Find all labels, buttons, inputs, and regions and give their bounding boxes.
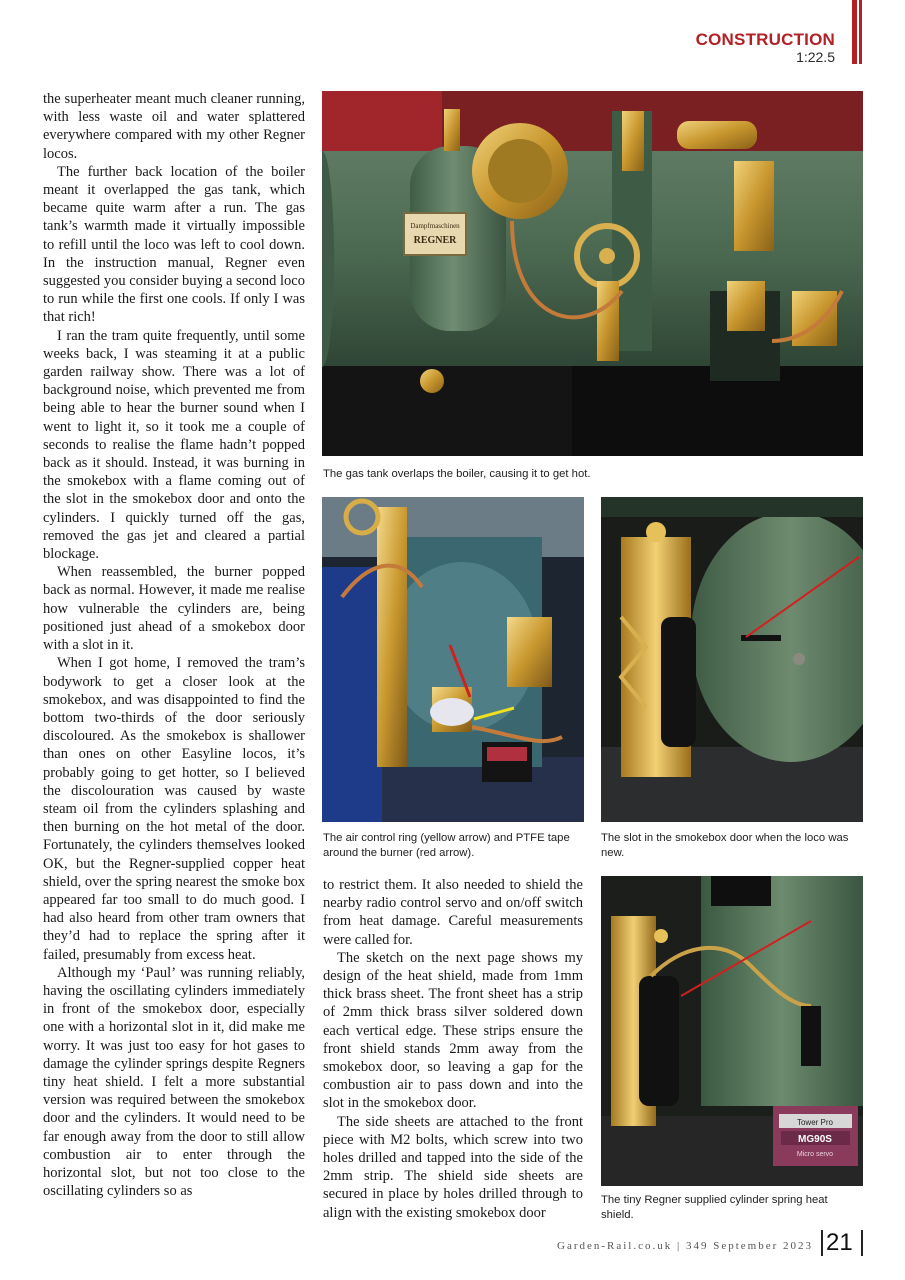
servo-label-text: Tower Pro <box>796 1118 834 1127</box>
paragraph: I ran the tram quite frequently, until some weeks back, I was steaming it at a public garden railway show. There was a lot of background noise, which prevented me from being able to hear the burner sound when I went to light it, so it took me a couple of seconds to realise the flame hadn’t popped back as it should. Instead, it was burning in the smokebox with a flame coming out of the slot in the smokebox door and onto the cylinders. I quickly turned off the gas, removed the gas jet and cleared a partial blockage. <box>43 327 305 563</box>
photo-smokebox-slot <box>601 497 863 822</box>
paragraph: When I got home, I removed the tram’s bodywork to get a closer look at the smokebox, and was disappointed to find the bottom two-thirds of the door seriously discoloured. As the smokebox is shallower than ones on other Easyline locos, it’s probably going to get hotter, so I believed the discolouration was caused by waste steam oil from the cylinders splashing and then burning on the hot metal of the door. Fortunately, the cylinders themselves looked OK, but the Regner-supplied copper heat shield, over the spring nearest the smoke box appeared far too small to do much good. I had also heard from other tram owners that they’d had to replace the spring after it failed, presumably from excess heat. <box>43 655 305 963</box>
paragraph: The side sheets are attached to the front piece with M2 bolts, which screw into two holes drilled and tapped into the side of the 2mm strip. The shield side sheets are secured in place by holes drilled through to align with the existing smokebox door <box>323 1113 583 1221</box>
servo-label-text: MG90S <box>798 1134 832 1145</box>
page-number: 21 <box>826 1229 853 1256</box>
footer-rule <box>861 1230 863 1256</box>
paragraph: Although my ‘Paul’ was running reliably, having the oscillating cylinders immediately in front of the smokebox door, especially one with a horizontal slot in it, did make me worry. It was just too easy for hot gases to damage the cylinder springs despite Regners tiny heat shield. I felt a more substantial version was required between the smokebox door and the cylinders. It would need to be far enough away from the door to still allow combustion air to enter through the horizontal slot, but not too close to the oscillating cylinders so as <box>43 964 305 1200</box>
photo-air-control-ring <box>322 497 584 822</box>
section-tag <box>696 30 835 64</box>
paragraph: The sketch on the next page shows my design of the heat shield, made from 1mm thick brass sheet. The front sheet has a strip of 2mm thick brass silver soldered down each vertical edge. These strips ensure the front shield stands 2mm away from the smokebox door, so leaving a gap for the combustion air to pass down and into the slot in the smokebox door. <box>323 949 583 1112</box>
header-rule <box>859 0 862 64</box>
footer-rule <box>821 1230 823 1256</box>
photo-caption: The air control ring (yellow arrow) and PTFE tape around the burner (red arrow). <box>323 832 570 859</box>
paragraph: When reassembled, the burner popped back as normal. However, it made me realise how vulnerable the cylinders are, being positioned just ahead of a smokebox door with a slot in it. <box>43 564 305 654</box>
photo-caption: The tiny Regner supplied cylinder spring heat shield. <box>601 1194 828 1221</box>
paragraph: The further back location of the boiler meant it overlapped the gas tank, which became quite warm after a run. The gas tank’s warmth made it virtually impossible to refill until the loco was left to cool down. In the instruction manual, Regner even suggested you consider buying a second loco to run while the first one cools. If only I was that rich! <box>43 163 305 326</box>
section-title: CONSTRUCTION <box>695 30 835 49</box>
tank-label-text: REGNER <box>413 235 457 246</box>
tank-label-text: Dampfmaschinen <box>410 222 460 230</box>
article-column-2 <box>323 876 583 1222</box>
article-column-1 <box>43 90 305 1200</box>
photo-caption: The gas tank overlaps the boiler, causing it to get hot. <box>323 468 591 480</box>
paragraph: the superheater meant much cleaner running, with less waste oil and water splattered everywhere compared with my other Regner locos. <box>43 91 305 162</box>
footer-publication: Garden-Rail.co.uk | 349 September 2023 <box>557 1240 813 1252</box>
photo-gas-tank-boiler <box>322 91 863 456</box>
paragraph: to restrict them. It also needed to shield the nearby radio control servo and on/off switch from heat damage. Careful measurements were called for. <box>323 877 583 948</box>
servo-label-text: Micro servo <box>796 1151 834 1158</box>
section-scale: 1:22.5 <box>796 49 835 65</box>
photo-caption: The slot in the smokebox door when the loco was new. <box>601 832 849 859</box>
header-rule <box>852 0 857 64</box>
photo-heat-shield <box>601 876 863 1186</box>
